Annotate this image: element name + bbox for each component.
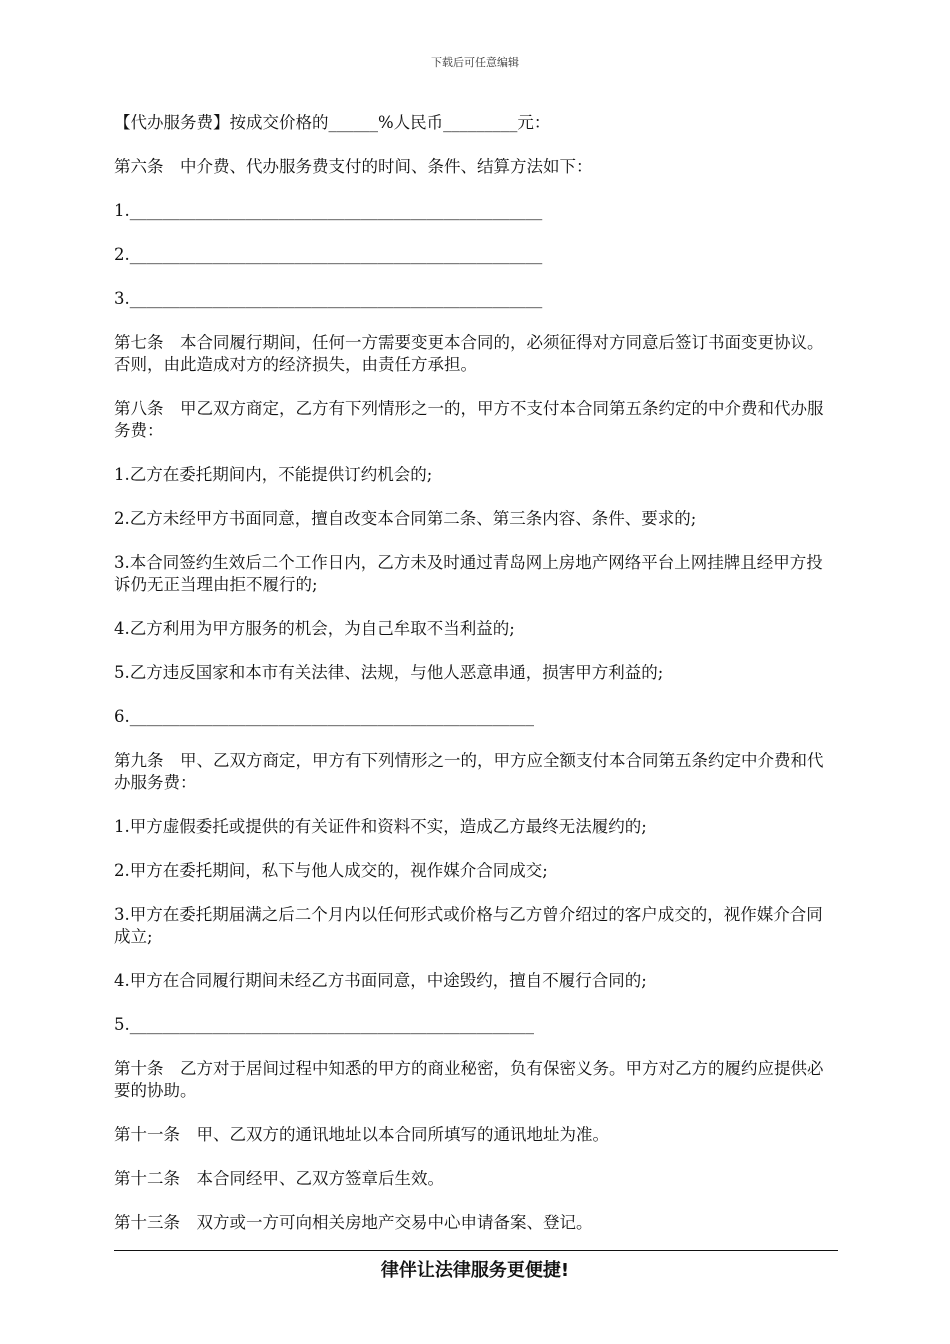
fee-line: 【代办服务费】按成交价格的______%人民币_________元： [114,113,551,132]
article-11: 第十一条 甲、乙双方的通讯地址以本合同所填写的通讯地址为准。 [114,1125,609,1144]
footer-divider [114,1250,838,1251]
article-9-item-4: 4.甲方在合同履行期间未经乙方书面同意，中途毁约，擅自不履行合同的; [114,971,647,990]
footer-slogan: 律伴让法律服务更便捷! [380,1260,570,1281]
article-7: 第七条 本合同履行期间，任何一方需要变更本合同的，必须征得对方同意后签订书面变更协议。否则，由此造成对方的经济损失，由责任方承担。 [114,333,824,374]
article-8-item-6: 6._________________________________________________ [114,707,534,726]
article-8-item-4: 4.乙方利用为甲方服务的机会，为自己牟取不当利益的; [114,619,515,638]
article-8-item-2: 2.乙方未经甲方书面同意，擅自改变本合同第二条、第三条内容、条件、要求的; [114,509,697,528]
article-10: 第十条 乙方对于居间过程中知悉的甲方的商业秘密，负有保密义务。甲方对乙方的履约应提供必要的协助。 [114,1059,824,1100]
article-8-item-5: 5.乙方违反国家和本市有关法律、法规，与他人恶意串通，损害甲方利益的; [114,663,664,682]
article-8-item-3: 3.本合同签约生效后二个工作日内，乙方未及时通过青岛网上房地产网络平台上网挂牌且经甲方投诉仍无正当理由拒不履行的; [114,553,823,594]
article-8-title: 第八条 甲乙双方商定，乙方有下列情形之一的，甲方不支付本合同第五条约定的中介费和代办服务费： [114,399,824,440]
article-9-item-2: 2.甲方在委托期间，私下与他人成交的，视作媒介合同成交; [114,861,548,880]
article-13: 第十三条 双方或一方可向相关房地产交易中心申请备案、登记。 [114,1213,593,1232]
document-body [114,112,838,1256]
article-6-title: 第六条 中介费、代办服务费支付的时间、条件、结算方法如下： [114,157,593,176]
article-8-item-1: 1.乙方在委托期间内，不能提供订约机会的; [114,465,433,484]
header-note: 下载后可任意编辑 [431,56,519,69]
article-9-title: 第九条 甲、乙双方商定，甲方有下列情形之一的，甲方应全额支付本合同第五条约定中介费和代办服务费： [114,751,824,792]
article-12: 第十二条 本合同经甲、乙双方签章后生效。 [114,1169,444,1188]
article-9-item-1: 1.甲方虚假委托或提供的有关证件和资料不实，造成乙方最终无法履约的; [114,817,647,836]
article-9-item-3: 3.甲方在委托期届满之后二个月内以任何形式或价格与乙方曾介绍过的客户成交的，视作媒介合同成立; [114,905,823,946]
article-6-item-2: 2.__________________________________________________ [114,245,543,264]
article-9-item-5: 5._________________________________________________ [114,1015,534,1034]
article-6-item-3: 3.__________________________________________________ [114,289,543,308]
article-6-item-1: 1.__________________________________________________ [114,201,543,220]
